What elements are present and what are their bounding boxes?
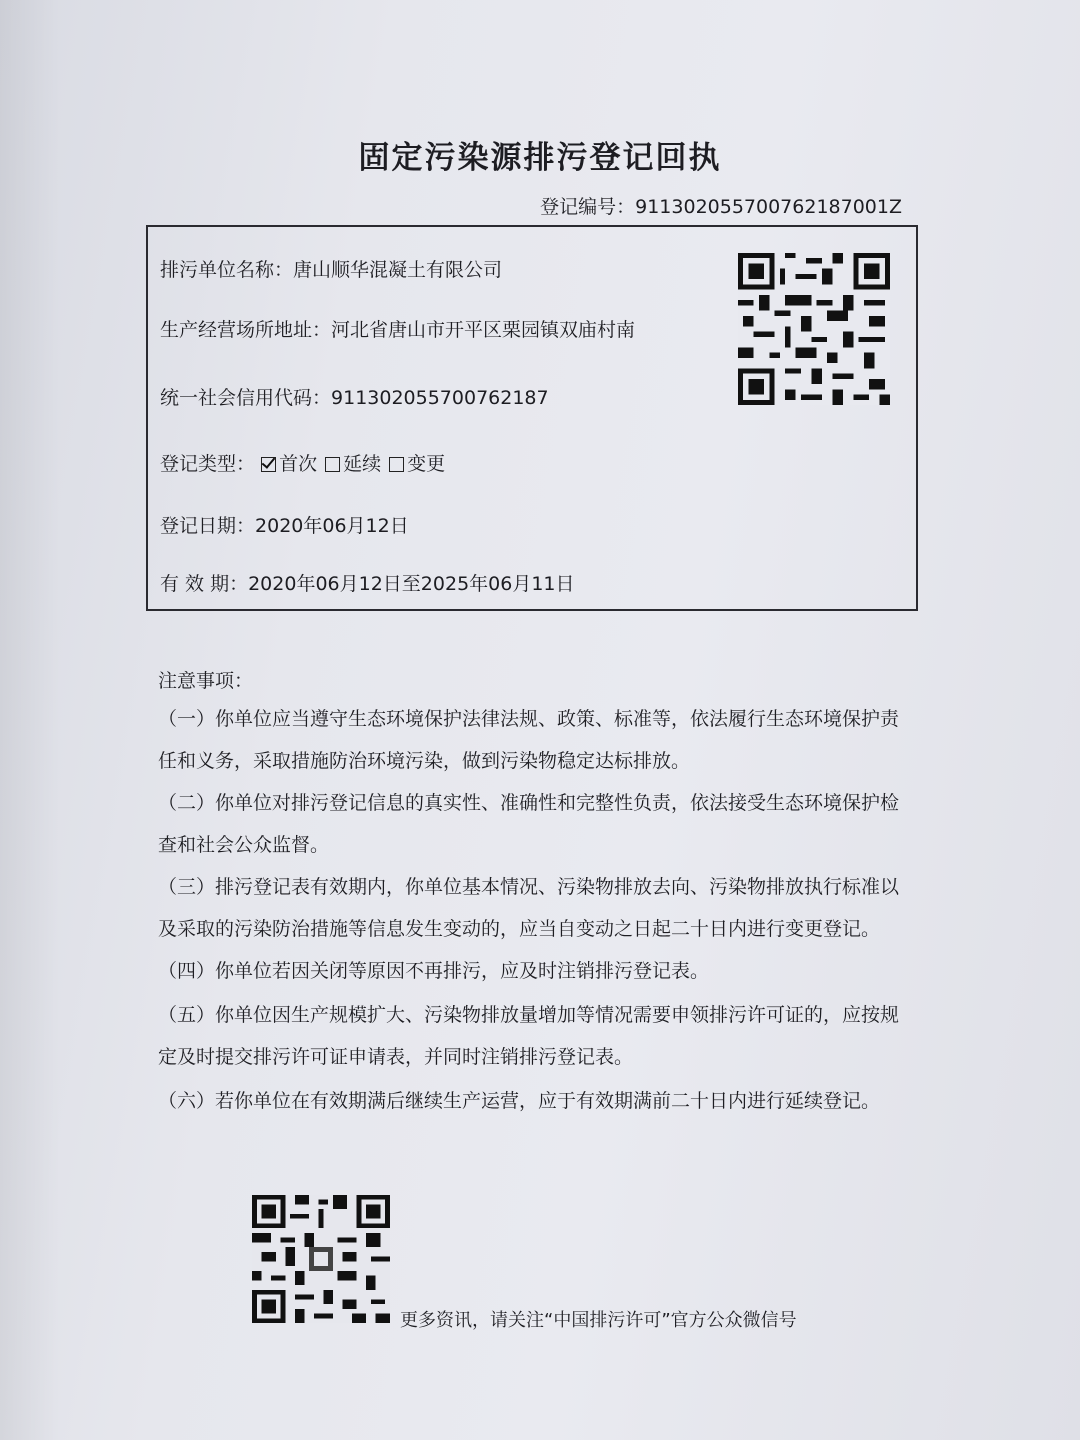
reg-type-label: 登记类型： — [160, 453, 256, 475]
validity-label: 有 效 期： — [160, 573, 249, 595]
unit-name-value: 唐山顺华混凝土有限公司 — [293, 259, 503, 281]
validity-value: 2020年06月12日至2025年06月11日 — [248, 573, 575, 595]
note-line: （四）你单位若因关闭等原因不再排污，应及时注销排污登记表。 — [158, 960, 710, 982]
page-shadow — [0, 0, 60, 1440]
reg-type-row — [160, 449, 453, 476]
unit-name-label: 排污单位名称： — [160, 259, 294, 281]
note-line: 查和社会公众监督。 — [158, 834, 330, 856]
reg-type-first — [261, 449, 317, 476]
credit-code-label: 统一社会信用代码： — [160, 387, 332, 409]
notes-heading: 注意事项： — [158, 670, 254, 692]
registration-number: 登记编号：91130205570076218700​1Z — [540, 196, 902, 218]
reg-type-renewal — [325, 449, 381, 476]
note-1 — [158, 698, 918, 782]
validity-row — [160, 569, 575, 596]
checkbox-checked-icon — [261, 457, 276, 472]
address-value: 河北省唐山市开平区栗园镇双庙村南 — [331, 319, 636, 341]
reg-type-first-label: 首次 — [279, 453, 318, 475]
wechat-qr-code-icon — [252, 1194, 390, 1324]
footer-note: 更多资讯，请关注“中国排污许可”官方公众微信号 — [400, 1310, 797, 1331]
document-title: 固定污染源排污登记回执 — [358, 140, 722, 176]
note-line: （三）排污登记表有效期内，你单位基本情况、污染物排放去向、污染物排放执行标准以 — [158, 876, 900, 898]
reg-date-value: 2020年06月12日 — [255, 515, 409, 537]
note-line: 定及时提交排污许可证申请表，并同时注销排污登记表。 — [158, 1046, 634, 1068]
note-line: （六）若你单位在有效期满后继续生产运营，应于有效期满前二十日内进行延续登记。 — [158, 1090, 881, 1112]
reg-type-change-label: 变更 — [407, 453, 446, 475]
note-line: 及采取的污染防治措施等信息发生变动的，应当自变动之日起二十日内进行变更登记。 — [158, 918, 881, 940]
reg-date-label: 登记日期： — [160, 515, 256, 537]
address-row — [160, 315, 635, 342]
registration-info-box — [146, 225, 918, 611]
reg-type-renewal-label: 延续 — [343, 453, 382, 475]
note-2 — [158, 782, 918, 866]
credit-code-row — [160, 383, 549, 410]
note-5 — [158, 994, 918, 1078]
checkbox-empty-icon — [325, 457, 340, 472]
note-line: （二）你单位对排污登记信息的真实性、准确性和完整性负责，依法接受生态环境保护检 — [158, 792, 900, 814]
note-line: （一）你单位应当遵守生态环境保护法律法规、政策、标准等，依法履行生态环境保护责 — [158, 708, 900, 730]
address-label: 生产经营场所地址： — [160, 319, 332, 341]
credit-code-value: 911302055700762187 — [331, 387, 549, 409]
note-6 — [158, 1080, 918, 1122]
unit-name-row — [160, 255, 502, 282]
note-line: 任和义务，采取措施防治环境污染，做到污染物稳定达标排放。 — [158, 750, 691, 772]
qr-code-icon — [738, 253, 890, 405]
checkbox-empty-icon — [389, 457, 404, 472]
note-line: （五）你单位因生产规模扩大、污染物排放量增加等情况需要申领排污许可证的，应按规 — [158, 1004, 900, 1026]
note-4 — [158, 950, 918, 992]
reg-date-row — [160, 511, 409, 538]
reg-type-change — [389, 449, 445, 476]
note-3 — [158, 866, 918, 950]
